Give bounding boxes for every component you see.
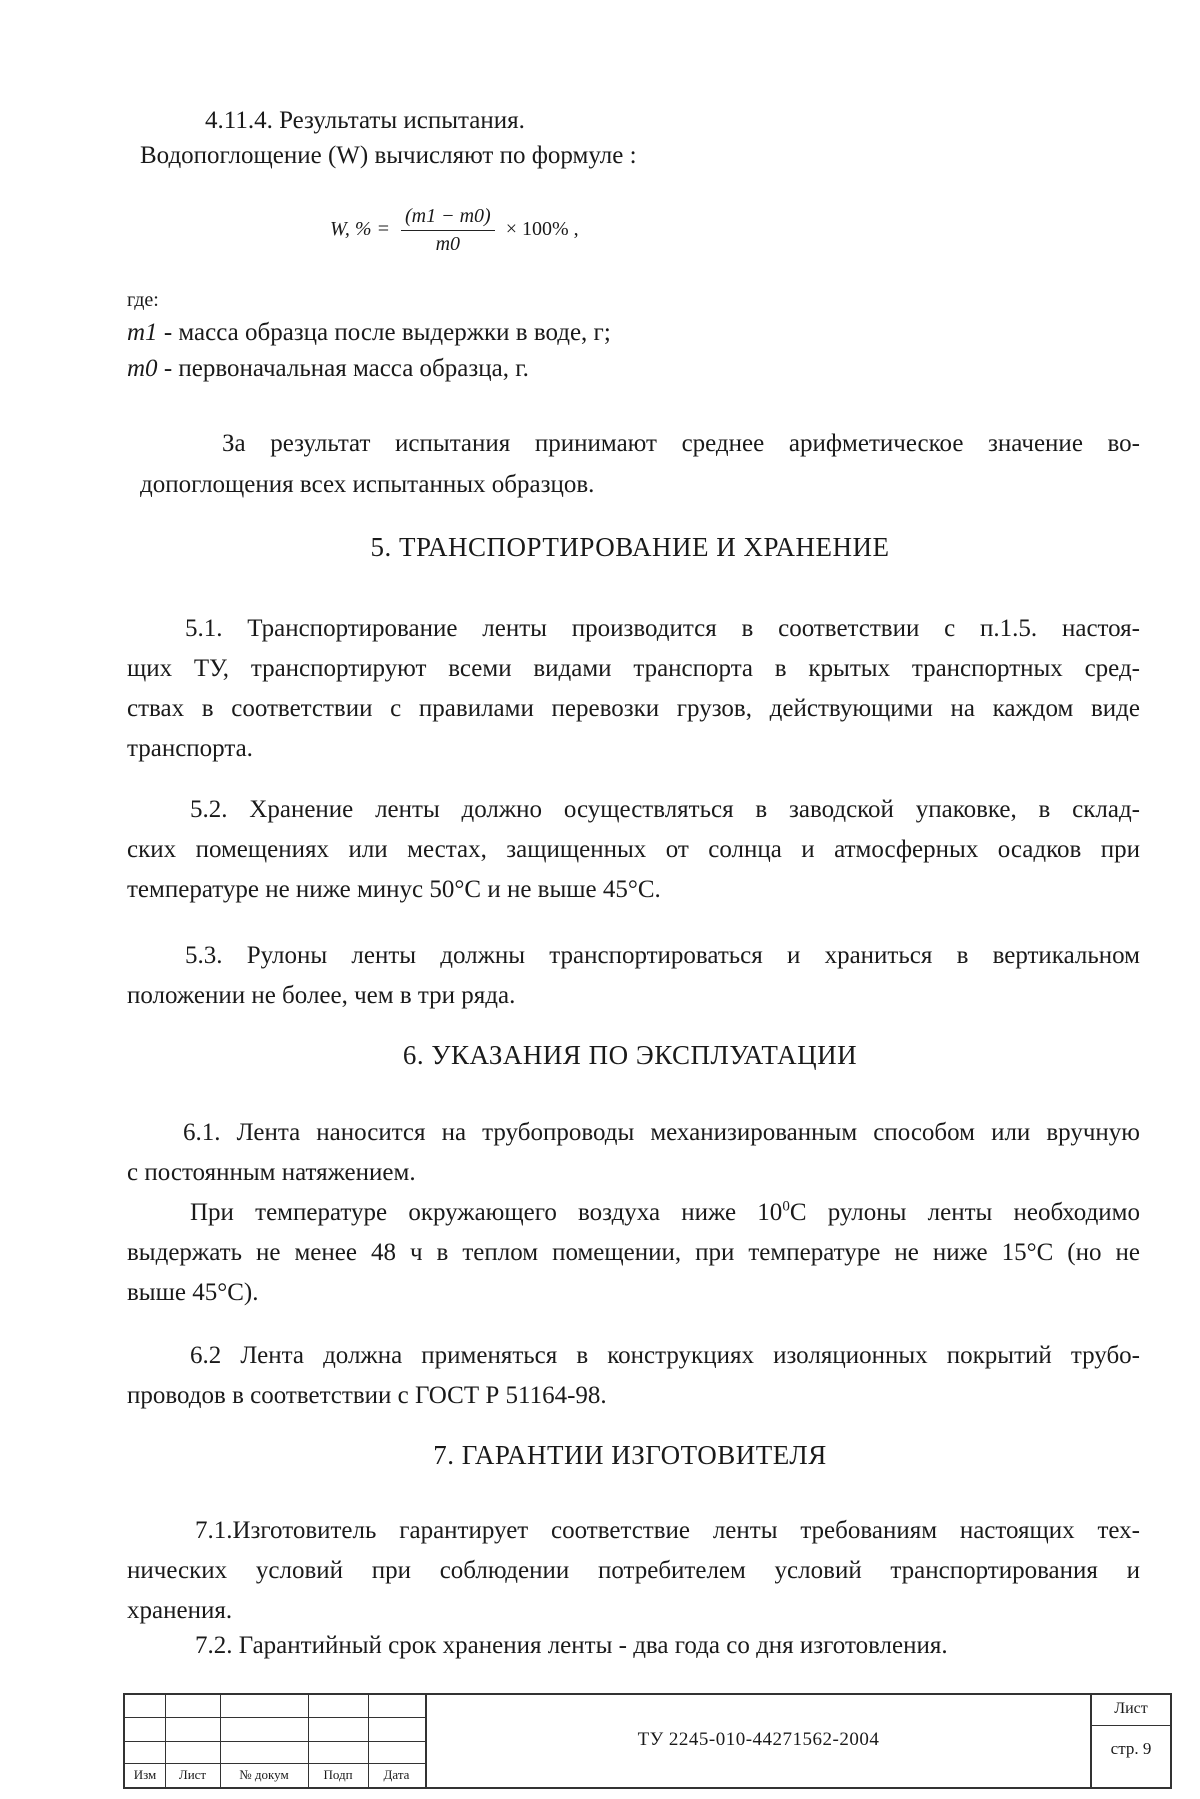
definition-symbol: m1 xyxy=(127,319,158,346)
stamp-label: Изм xyxy=(133,1767,157,1782)
formula-lhs: W, % = xyxy=(330,218,390,241)
results-heading: 4.11.4. Результаты испытания. xyxy=(205,107,525,134)
sheet-label: Лист xyxy=(1114,1700,1148,1717)
formula-denominator: m0 xyxy=(435,233,461,255)
para-5-2-line: 5.2. Хранение ленты должно осуществляться в заводской упаковке, в склад- xyxy=(190,796,1140,823)
formula-numerator: (m1 − m0) xyxy=(401,205,495,231)
para-7-1-line: нических условий при соблюдении потребителем условий транспортирования и xyxy=(127,1557,1140,1584)
para-5-1-line: транспорта. xyxy=(127,735,253,762)
para-5-1-line: 5.1. Транспортирование ленты производится в соответствии с п.1.5. настоя- xyxy=(185,615,1140,642)
document-code: ТУ 2245-010-44271562-2004 xyxy=(637,1729,880,1750)
stamp-label: Дата xyxy=(383,1767,410,1782)
temperature-text: С рулоны ленты необходимо xyxy=(789,1199,1141,1226)
stamp-label: Подп xyxy=(323,1767,353,1782)
para-6-1-line: выше 45°С). xyxy=(127,1279,259,1306)
para-6-1-line: 6.1. Лента наносится на трубопроводы механизированным способом или вручную xyxy=(183,1119,1140,1146)
stamp-label: № докум xyxy=(239,1767,289,1782)
section-6-title: 6. УКАЗАНИЯ ПО ЭКСПЛУАТАЦИИ xyxy=(402,1040,858,1070)
para-6-1-temperature xyxy=(190,1190,1140,1235)
formula-rhs: × 100% , xyxy=(505,218,579,241)
para-5-3-line: положении не более, чем в три ряда. xyxy=(127,982,516,1009)
section-5-title: 5. ТРАНСПОРТИРОВАНИЕ И ХРАНЕНИЕ xyxy=(370,532,890,562)
sheet-number: стр. 9 xyxy=(1110,1739,1152,1758)
para-5-2-line: температуре не ниже минус 50°С и не выше 45°С. xyxy=(127,876,661,903)
title-block xyxy=(123,1693,1172,1789)
temperature-text: При температуре окружающего воздуха ниже 10 xyxy=(190,1199,783,1226)
section-7-title: 7. ГАРАНТИИ ИЗГОТОВИТЕЛЯ xyxy=(433,1440,827,1470)
definition-symbol: m0 xyxy=(127,355,158,382)
result-paragraph-line: допоглощения всех испытанных образцов. xyxy=(140,471,595,498)
para-7-2: 7.2. Гарантийный срок хранения ленты - два года со дня изготовления. xyxy=(195,1632,948,1659)
para-5-1-line: щих ТУ, транспортируют всеми видами транспорта в крытых транспортных сред- xyxy=(127,655,1140,682)
para-5-2-line: ских помещениях или местах, защищенных от солнца и атмосферных осадков при xyxy=(127,836,1140,863)
para-6-1-line: выдержать не менее 48 ч в теплом помещении, при температуре не ниже 15°С (но не xyxy=(127,1239,1140,1266)
para-7-1-line: 7.1.Изготовитель гарантирует соответствие ленты требованиям настоящих тех- xyxy=(195,1517,1140,1544)
definition-m0 xyxy=(127,346,529,391)
para-5-3-line: 5.3. Рулоны ленты должны транспортироваться и храниться в вертикальном xyxy=(185,942,1140,969)
stamp-label: Лист xyxy=(178,1767,207,1782)
para-7-1-line: хранения. xyxy=(127,1597,233,1624)
para-6-1-line: с постоянным натяжением. xyxy=(127,1159,416,1186)
degree-superscript: 0 xyxy=(782,1198,790,1215)
water-absorption-formula xyxy=(330,205,579,256)
where-label: где: xyxy=(127,289,159,311)
results-intro: Водопоглощение (W) вычисляют по формуле : xyxy=(140,142,637,169)
para-5-1-line: ствах в соответствии с правилами перевозки грузов, действующими на каждом виде xyxy=(127,695,1140,722)
definition-text: - первоначальная масса образца, г. xyxy=(157,355,529,382)
formula-fraction xyxy=(401,205,495,256)
definition-text: - масса образца после выдержки в воде, г; xyxy=(157,319,611,346)
para-6-2-line: проводов в соответствии с ГОСТ Р 51164-98. xyxy=(127,1382,607,1409)
para-6-2-line: 6.2 Лента должна применяться в конструкциях изоляционных покрытий трубо- xyxy=(190,1342,1140,1369)
result-paragraph-line: За результат испытания принимают среднее арифметическое значение во- xyxy=(222,430,1140,457)
